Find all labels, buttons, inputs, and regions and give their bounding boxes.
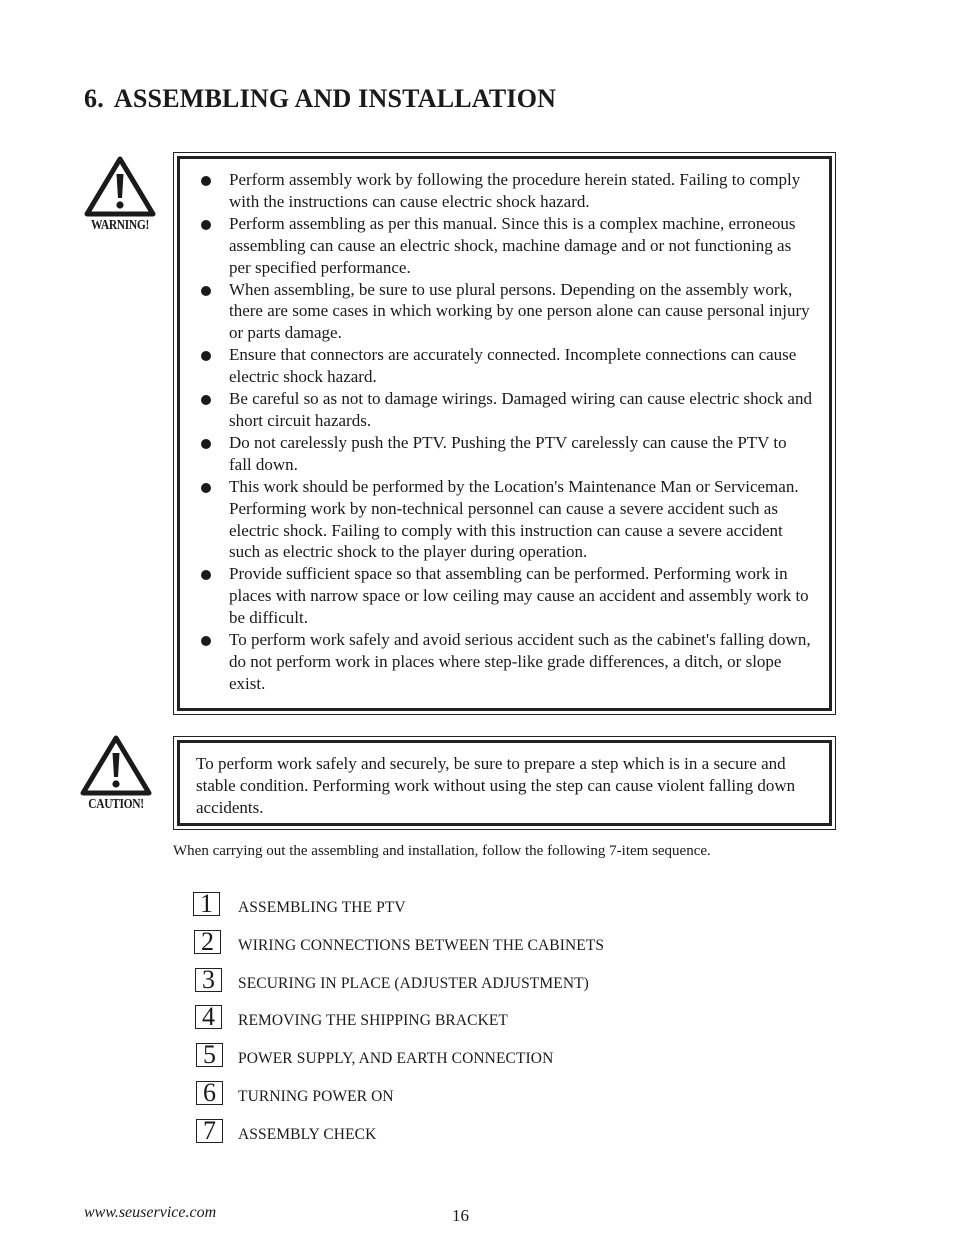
caution-text: To perform work safely and securely, be sure to prepare a step which is in a secure and stable condition. Performing work without using the step can cause violent falling down accidents. xyxy=(196,754,796,817)
step-number-box: 3 xyxy=(195,968,222,992)
warning-item: Do not carelessly push the PTV. Pushing the PTV carelessly can cause the PTV to fall down. xyxy=(229,432,813,476)
warning-item: Be careful so as not to damage wirings. Damaged wiring can cause electric shock and short circuit hazards. xyxy=(229,388,813,432)
step-label: SECURING IN PLACE (ADJUSTER ADJUSTMENT) xyxy=(238,974,589,992)
step-label: WIRING CONNECTIONS BETWEEN THE CABINETS xyxy=(238,936,605,954)
caution-triangle-icon xyxy=(80,735,152,797)
footer-url: www.seuservice.com xyxy=(84,1204,217,1221)
step-number-box: 7 xyxy=(196,1119,223,1143)
section-title: ASSEMBLING AND INSTALLATION xyxy=(113,84,557,113)
warning-list xyxy=(180,159,829,695)
step-label: POWER SUPPLY, AND EARTH CONNECTION xyxy=(238,1050,554,1068)
bullet-icon xyxy=(201,286,211,296)
step-number-box: 6 xyxy=(196,1081,223,1105)
bullet-icon xyxy=(201,439,211,449)
warning-item: Perform assembly work by following the procedure herein stated. Failing to comply with the instructions can cause electric shock hazard. xyxy=(229,169,813,213)
step-label: ASSEMBLY CHECK xyxy=(238,1125,377,1143)
warning-item: To perform work safely and avoid serious accident such as the cabinet's falling down, do not perform work in places where step-like grade differences, a ditch, or slope exist. xyxy=(229,629,813,695)
bullet-icon xyxy=(201,220,211,230)
sequence-intro: When carrying out the assembling and installation, follow the following 7-item sequence. xyxy=(173,843,711,859)
page-heading xyxy=(84,84,556,114)
warning-label: WARNING! xyxy=(91,218,149,233)
warning-item: When assembling, be sure to use plural persons. Depending on the assembly work, there are some cases in which working by one person alone can cause personal injury or parts damage. xyxy=(229,279,813,345)
bullet-icon xyxy=(201,570,211,580)
bullet-icon xyxy=(201,636,211,646)
warning-item: This work should be performed by the Location's Maintenance Man or Serviceman. Performing work by non-technical personnel can cause a severe accident such as electric shock. Failing to comply with this instruction can cause a severe accident such as electric shock to the player during operation. xyxy=(229,476,813,564)
warning-item: Perform assembling as per this manual. Since this is a complex machine, erroneous assembling can cause an electric shock, machine damage and or not functioning as per specified performance. xyxy=(229,213,813,279)
bullet-icon xyxy=(201,483,211,493)
step-number-box: 2 xyxy=(194,930,221,954)
step-label: TURNING POWER ON xyxy=(238,1087,394,1105)
step-label: ASSEMBLING THE PTV xyxy=(238,899,406,916)
warning-triangle-icon xyxy=(84,156,156,218)
caution-label: CAUTION! xyxy=(88,797,144,812)
warning-item: Ensure that connectors are accurately connected. Incomplete connections can cause electric shock hazard. xyxy=(229,344,813,388)
bullet-icon xyxy=(201,351,211,361)
caution-sign xyxy=(76,735,156,813)
bullet-icon xyxy=(201,395,211,405)
warning-sign xyxy=(80,156,160,234)
bullet-icon xyxy=(201,176,211,186)
step-label: REMOVING THE SHIPPING BRACKET xyxy=(238,1012,509,1030)
step-number-box: 4 xyxy=(195,1005,222,1029)
warning-box xyxy=(173,152,836,715)
caution-box xyxy=(173,736,836,830)
page-number: 16 xyxy=(452,1206,469,1225)
step-number-box: 5 xyxy=(196,1043,223,1067)
warning-item: Provide sufficient space so that assembling can be performed. Performing work in places with narrow space or low ceiling may cause an accident and assembly work to be difficult. xyxy=(229,563,813,629)
step-number-box: 1 xyxy=(193,892,220,916)
section-number: 6. xyxy=(84,84,104,113)
